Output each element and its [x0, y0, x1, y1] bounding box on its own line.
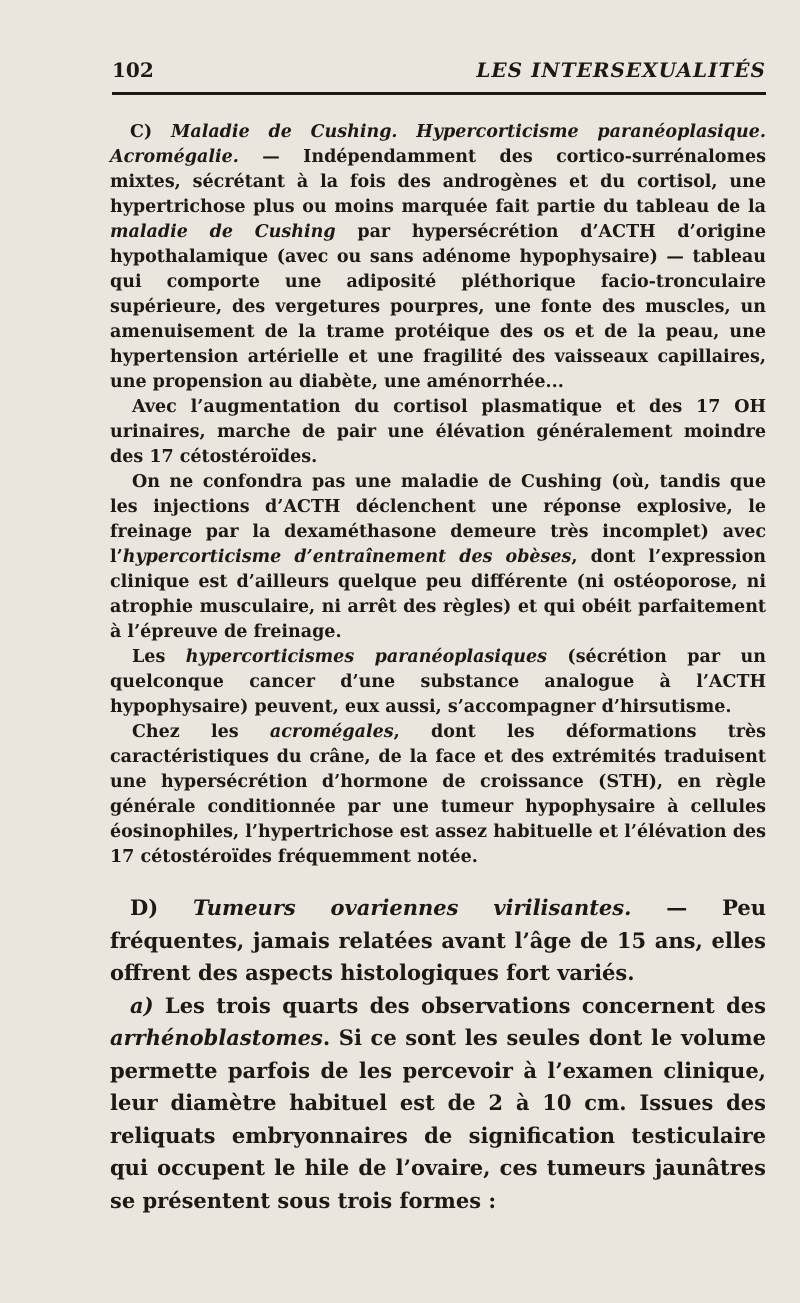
body-text: [110, 120, 766, 1217]
subsection-label: a): [130, 992, 165, 1018]
italic-term: maladie de Cushing: [110, 222, 336, 242]
text-run: Les trois quarts des observations concernent des: [164, 992, 766, 1018]
section-c-paragraph-5: [110, 720, 766, 870]
text-run: . Si ce sont les seules dont le volume permette parfois de les percevoir à l’examen clinique, leur diamètre habituel est de 2 à 10 cm. Issues des reliquats embryonnaires de signification testiculaire qui occupent le hile de l’ovaire, ces tumeurs jaunâtres se présentent sous trois formes :: [110, 1025, 766, 1213]
text-run: — Indépendamment des cortico-surrénalomes mixtes, sécrétant à la fois des androgènes et du cortisol, une hypertrichose plus ou moins marquée fait partie du tableau de la: [110, 147, 766, 217]
text-run: On ne confondra pas une maladie de Cushing (où, tandis que les injections d’ACTH déclenchent une réponse explosive, le freinage par la dexaméthasone demeure très incomplet) avec l’: [110, 472, 766, 567]
header-rule: [112, 92, 766, 95]
italic-term: hypercorticisme d’entraînement des obèses: [122, 547, 572, 567]
section-d: [110, 892, 766, 1217]
section-c-label: C): [130, 122, 171, 142]
section-c-title: Maladie de Cushing. Hypercorticisme paranéoplasique. Acromégalie.: [110, 122, 766, 167]
running-title: LES INTERSEXUALITÉS: [476, 58, 766, 82]
italic-term: acromégales: [269, 722, 394, 742]
italic-term: hypercorticismes paranéoplasiques: [185, 647, 547, 667]
section-c: [110, 120, 766, 870]
text-run: — Peu fréquentes, jamais relatées avant l’âge de 15 ans, elles offrent des aspects histologiques fort variés.: [110, 895, 766, 985]
section-d-paragraph-2: [110, 990, 766, 1218]
text-run: (sécrétion par un quelconque cancer d’une substance analogue à l’ACTH hypophysaire) peuvent, eux aussi, s’accompagner d’hirsutisme.: [110, 647, 766, 717]
page-number: 102: [112, 58, 154, 82]
italic-term: arrhénoblastomes: [110, 1025, 323, 1050]
page-header: [112, 58, 766, 90]
section-c-paragraph-4: [110, 645, 766, 720]
section-c-paragraph-3: [110, 470, 766, 645]
text-run: par hypersécrétion d’ACTH d’origine hypothalamique (avec ou sans adénome hypophysaire) — tableau qui comporte une adiposité pléthorique facio-tronculaire supérieure, des vergetures pourpres, une fonte des muscles, un amenuisement de la trame protéique des os et de la peau, une hypertension artérielle et une fragilité des vaisseaux capillaires, une propension au diabète, une aménorrhée...: [110, 222, 766, 392]
section-c-paragraph-2: Avec l’augmentation du cortisol plasmatique et des 17 OH urinaires, marche de pair une élévation généralement moindre des 17 cétostéroïdes.: [110, 397, 766, 467]
section-d-paragraph-1: [110, 892, 766, 990]
text-run: Chez les: [132, 722, 270, 742]
text-run: Les: [132, 647, 186, 667]
section-d-title: Tumeurs ovariennes virilisantes.: [193, 895, 632, 920]
text-run: , dont les déformations très caractéristiques du crâne, de la face et des extrémités traduisent une hypersécrétion d’hormone de croissance (STH), en règle générale conditionnée par une tumeur hypophysaire à cellules éosinophiles, l’hypertrichose est assez habituelle et l’élévation des 17 cétostéroïdes fréquemment notée.: [110, 722, 766, 867]
section-c-paragraph-1: [110, 120, 766, 395]
section-d-label: D): [130, 895, 193, 920]
text-run: , dont l’expression clinique est d’ailleurs quelque peu différente (ni ostéoporose, ni atrophie musculaire, ni arrêt des règles) et qui obéit parfaitement à l’épreuve de freinage.: [110, 547, 767, 642]
